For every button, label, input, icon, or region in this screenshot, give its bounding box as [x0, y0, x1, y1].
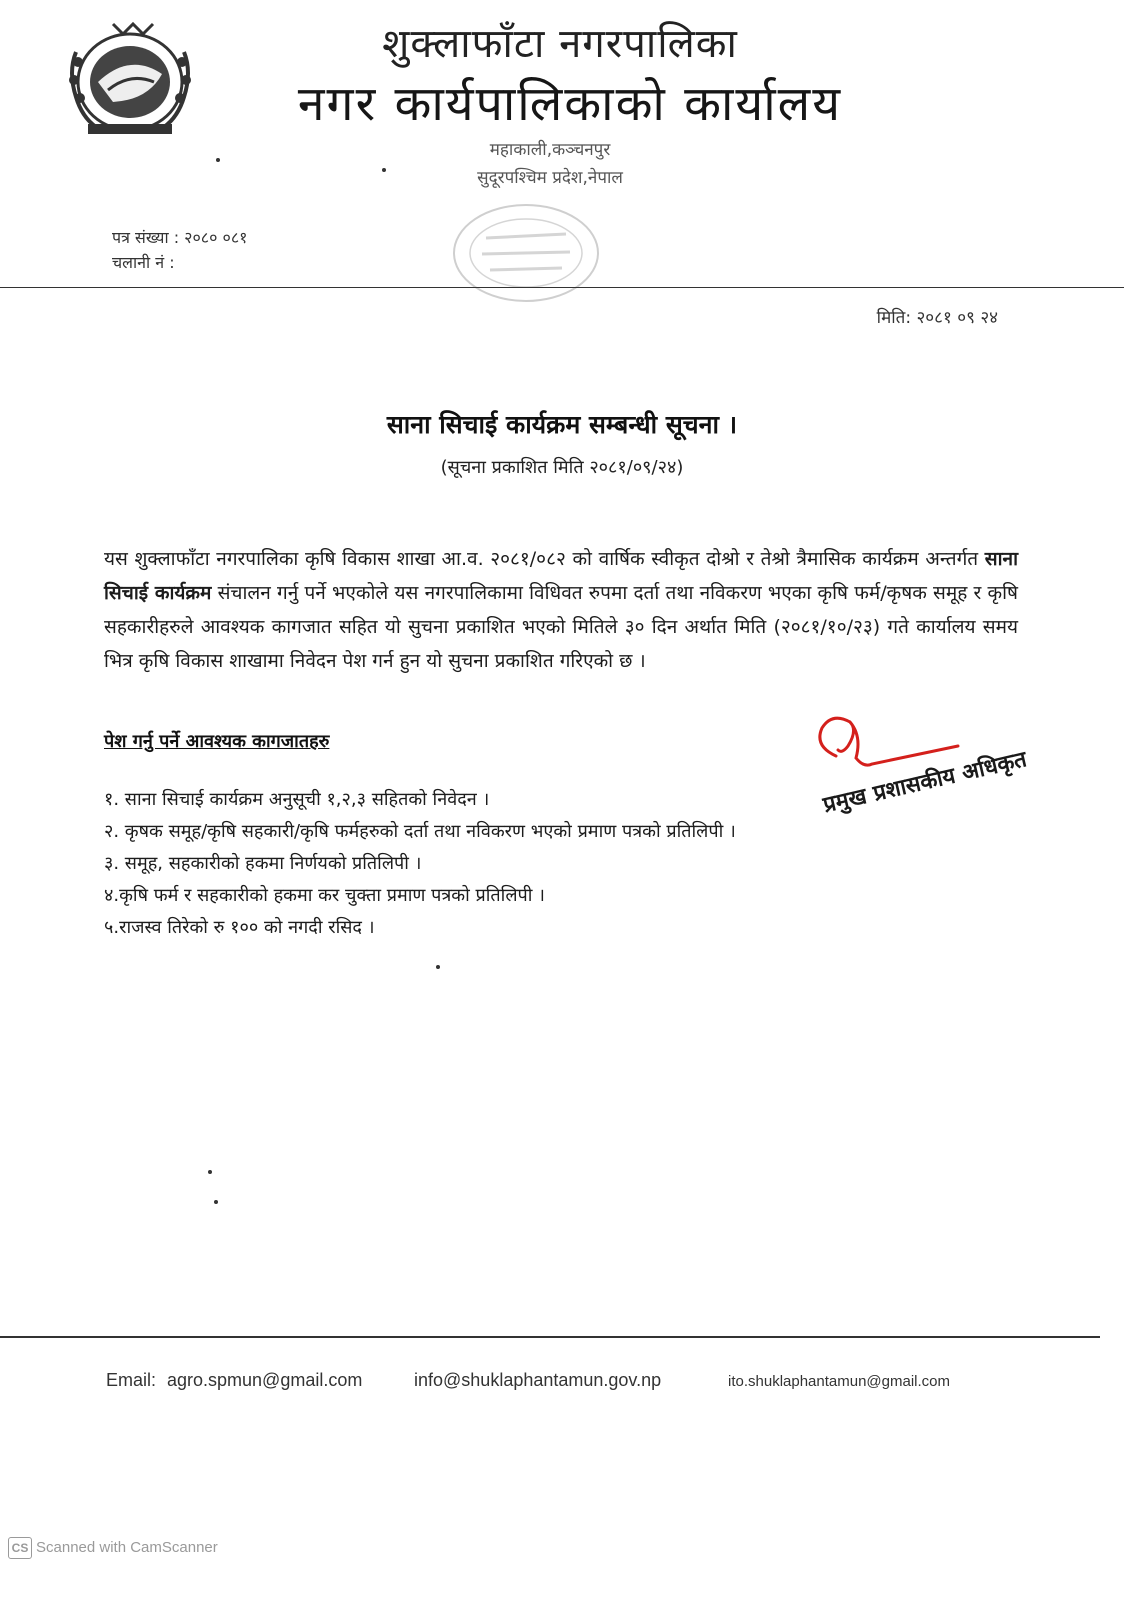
list-item: ४.कृषि फर्म र सहकारीको हकमा कर चुक्ता प्रमाण पत्रको प्रतिलिपी ।: [104, 885, 545, 906]
list-item: ३. समूह, सहकारीको हकमा निर्णयको प्रतिलिपी ।: [104, 853, 422, 874]
scan-speck: [436, 965, 440, 969]
scan-speck: [214, 1200, 218, 1204]
letterhead-title-line-1: शुक्लाफाँटा नगरपालिका: [382, 21, 738, 67]
footer-divider: [0, 1336, 1100, 1338]
municipality-emblem-icon: [58, 12, 208, 142]
dispatch-number: चलानी नं :: [112, 253, 175, 272]
camscanner-logo-icon: CS: [8, 1537, 32, 1559]
notice-body: [104, 542, 1018, 678]
letterhead-address-line-2: सुदूरपश्चिम प्रदेश,नेपाल: [477, 168, 623, 188]
issue-date: मिति: २०८१ ०९ २४: [876, 308, 998, 328]
footer-email-ito[interactable]: ito.shuklaphantamun@gmail.com: [728, 1373, 951, 1390]
list-item: १. साना सिचाई कार्यक्रम अनुसूची १,२,३ सहितको निवेदन ।: [104, 789, 490, 810]
footer-email-info[interactable]: info@shuklaphantamun.gov.np: [414, 1370, 662, 1390]
footer-email-label: Email:: [106, 1370, 157, 1390]
notice-subtitle: (सूचना प्रकाशित मिति २०८१/०९/२४): [440, 457, 684, 478]
letterhead-title-line-2: नगर कार्यपालिकाको कार्यालय: [297, 76, 843, 132]
notice-body-bold: साना सिचाई कार्यक्रम: [104, 548, 1018, 604]
required-documents-heading: पेश गर्नु पर्ने आवश्यक कागजातहरु: [104, 731, 330, 752]
signatory-title: प्रमुख प्रशासकीय अधिकृत: [820, 747, 1030, 819]
notice-body-part-2: संचालन गर्नु पर्ने भएकोले यस नगरपालिकामा विधिवत रुपमा दर्ता तथा नविकरण भएका कृषि फर्म/कृषक समूह र कृषि सहकारीहरुले आवश्यक कागजात सहित यो सुचना प्रकाशित भएको मितिले ३० दिन अर्थात मिति (२०८१/१०/२३) गते कार्यालय समय भित्र कृषि विकास शाखामा निवेदन पेश गर्न हुन यो सुचना प्रकाशित गरिएको छ ।: [104, 582, 1018, 672]
header-divider: [0, 287, 1124, 288]
scan-speck: [216, 158, 220, 162]
list-item: ५.राजस्व तिरेको रु १०० को नगदी रसिद ।: [104, 917, 375, 938]
notice-body-part-1: यस शुक्लाफाँटा नगरपालिका कृषि विकास शाखा आ.व. २०८१/०८२ को वार्षिक स्वीकृत दोश्रो र तेश्रो त्रैमासिक कार्यक्रम अन्तर्गत: [104, 548, 985, 570]
letterhead-address-line-1: महाकाली,कञ्चनपुर: [489, 140, 611, 160]
scanner-watermark: [8, 1537, 218, 1559]
scan-speck: [208, 1170, 212, 1174]
letter-number: पत्र संख्या : २०८० ०८१: [112, 228, 248, 247]
notice-title: साना सिचाई कार्यक्रम सम्बन्धी सूचना ।: [386, 410, 738, 439]
scanner-text: Scanned with CamScanner: [36, 1539, 218, 1556]
scan-speck: [382, 168, 386, 172]
office-stamp-icon: [446, 198, 606, 308]
list-item: २. कृषक समूह/कृषि सहकारी/कृषि फर्महरुको दर्ता तथा नविकरण भएको प्रमाण पत्रको प्रतिलिपी ।: [104, 821, 736, 842]
footer-email-agro[interactable]: agro.spmun@gmail.com: [167, 1370, 363, 1390]
